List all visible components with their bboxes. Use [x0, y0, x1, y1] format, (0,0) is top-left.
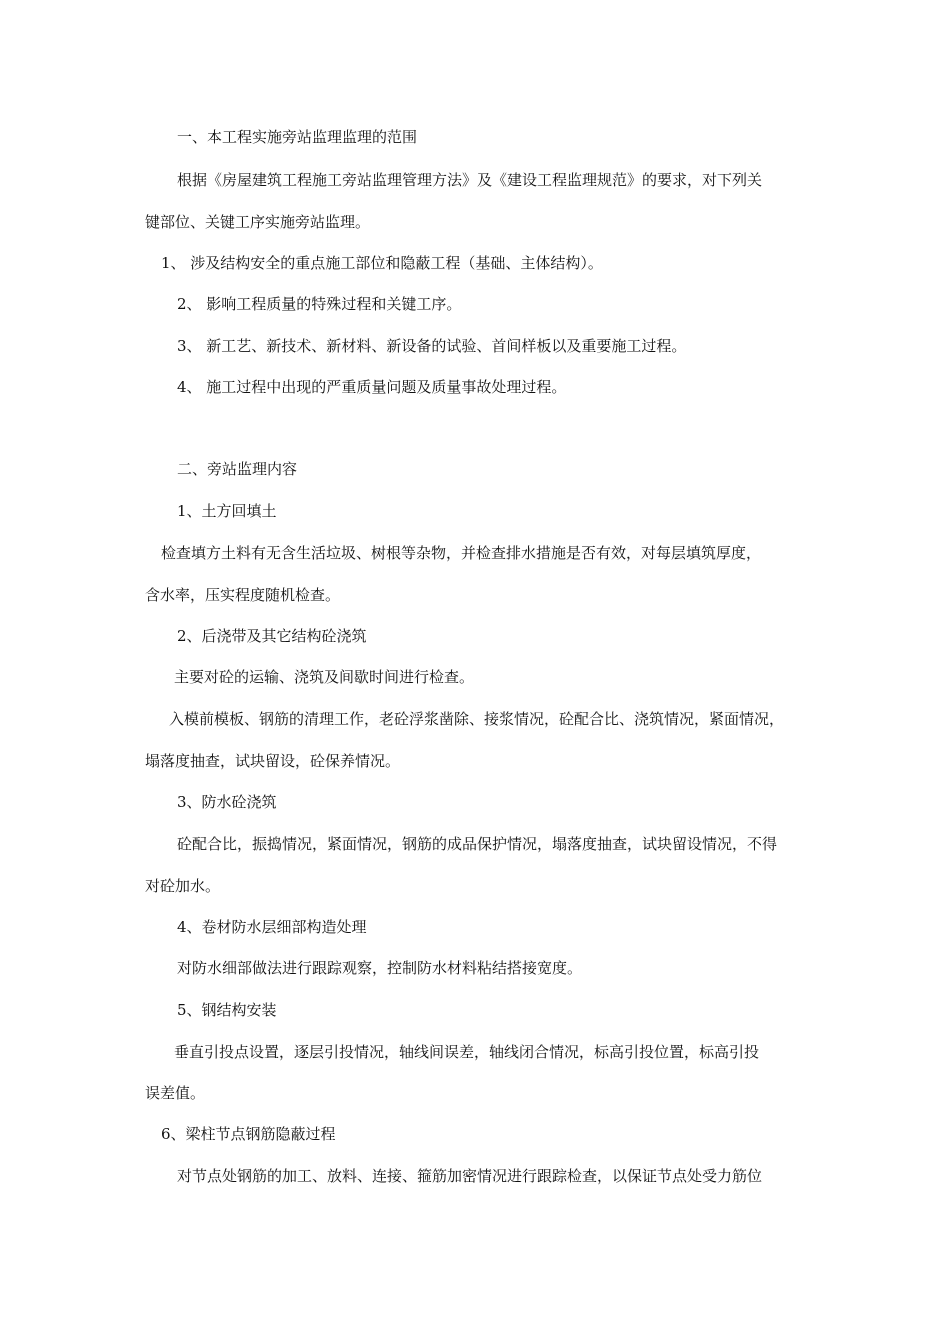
section1-heading: 一、本工程实施旁站监理监理的范围 [177, 128, 418, 146]
section1-item-4: 4、 施工过程中出现的严重质量问题及质量事故处理过程。 [177, 378, 567, 396]
sub1-line1: 检查填方土料有无含生活垃圾、树根等杂物，并检查排水措施是否有效，对每层填筑厚度， [161, 544, 762, 562]
sub2-title: 2、后浇带及其它结构砼浇筑 [177, 627, 367, 645]
sub3-title: 3、防水砼浇筑 [177, 793, 277, 811]
sub2-line3: 塌落度抽查，试块留设，砼保养情况。 [145, 752, 401, 770]
sub3-line1: 砼配合比，振捣情况，紧面情况，钢筋的成品保护情况，塌落度抽查，试块留设情况，不得 [177, 835, 778, 853]
sub3-line2: 对砼加水。 [145, 877, 221, 895]
sub5-line2: 误差值。 [145, 1084, 206, 1102]
section1-intro-line2: 键部位、关键工序实施旁站监理。 [145, 213, 371, 231]
section1-item-1: 1、 涉及结构安全的重点施工部位和隐蔽工程（基础、主体结构）。 [161, 254, 603, 272]
section1-item-2: 2、 影响工程质量的特殊过程和关键工序。 [177, 295, 462, 313]
section1-intro-line1: 根据《房屋建筑工程施工旁站监理管理方法》及《建设工程监理规范》的要求，对下列关 [177, 171, 763, 189]
sub5-line1: 垂直引投点设置，逐层引投情况，轴线间误差，轴线闭合情况，标高引投位置，标高引投 [174, 1043, 760, 1061]
sub6-line1: 对节点处钢筋的加工、放料、连接、箍筋加密情况进行跟踪检查，以保证节点处受力筋位 [177, 1167, 763, 1185]
sub2-line2: 入模前模板、钢筋的清理工作，老砼浮浆凿除、接浆情况，砼配合比、浇筑情况，紧面情况， [169, 710, 785, 728]
sub1-title: 1、土方回填土 [177, 502, 277, 520]
sub5-title: 5、钢结构安装 [177, 1001, 277, 1019]
section1-item-3: 3、 新工艺、新技术、新材料、新设备的试验、首间样板以及重要施工过程。 [177, 337, 687, 355]
sub4-line1: 对防水细部做法进行跟踪观察，控制防水材料粘结搭接宽度。 [177, 959, 583, 977]
sub2-line1: 主要对砼的运输、浇筑及间歇时间进行检查。 [174, 668, 475, 686]
section2-heading: 二、旁站监理内容 [177, 460, 298, 478]
sub1-line2: 含水率，压实程度随机检查。 [145, 586, 341, 604]
sub6-title: 6、梁柱节点钢筋隐蔽过程 [161, 1125, 336, 1143]
sub4-title: 4、卷材防水层细部构造处理 [177, 918, 367, 936]
